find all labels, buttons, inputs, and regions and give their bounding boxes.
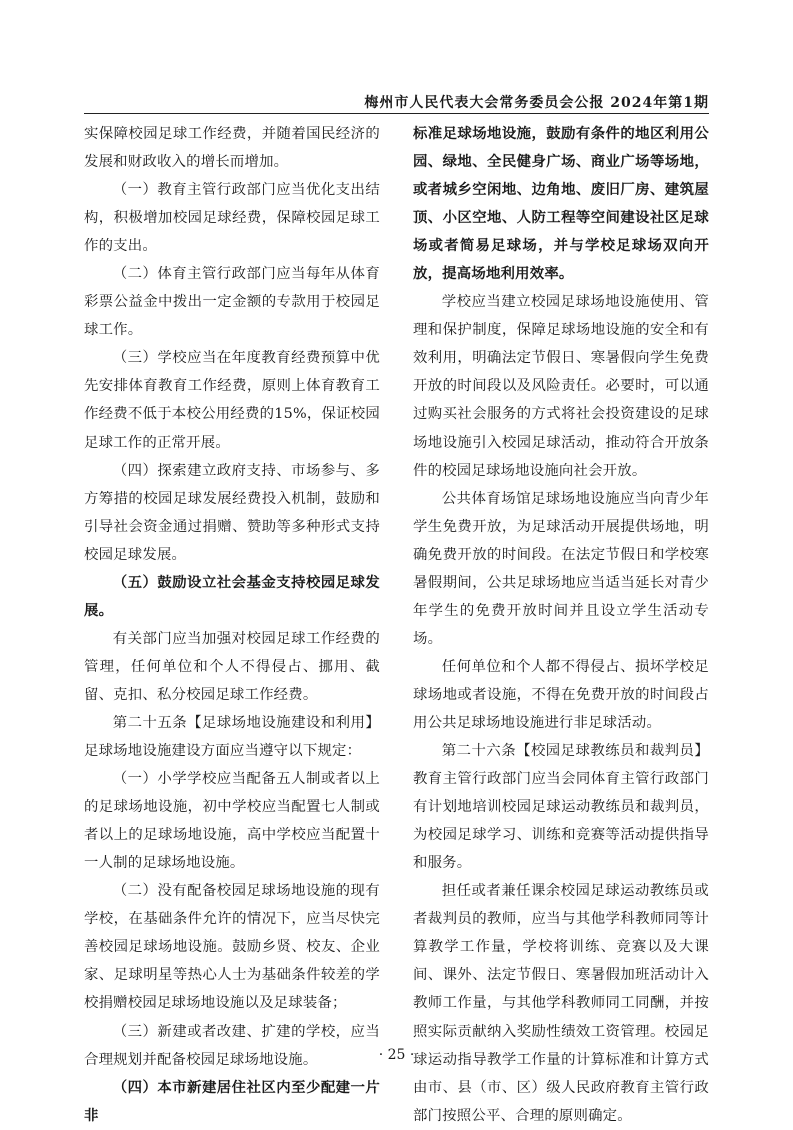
paragraph: 有关部门应当加强对校园足球工作经费的管理，任何单位和个人不得侵占、挪用、截留、克扣、私分校园足球工作经费。 xyxy=(84,630,380,703)
article-heading: 第二十五条【足球场地设施建设和利用】足球场地设施建设方面应当遵守以下规定： xyxy=(84,714,380,760)
bulletin-title: 梅州市人民代表大会常务委员会公报 2024年第1期 xyxy=(364,95,709,111)
paragraph: （二）没有配备校园足球场地设施的现有学校，在基础条件允许的情况下，应当尽快完善校园足球场地设施。鼓励乡贤、校友、企业家、足球明星等热心人士为基础条件较差的学校捐赠校园足球场地设施以及足球装备； xyxy=(84,883,380,1012)
right-column xyxy=(413,120,709,1130)
paragraph: （三）学校应当在年度教育经费预算中优先安排体育教育工作经费，原则上体育教育工作经费不低于本校公用经费的15%，保证校园足球工作的正常开展。 xyxy=(84,350,380,451)
paragraph: （四）探索建立政府支持、市场参与、多方筹措的校园足球发展经费投入机制，鼓励和引导社会资金通过捐赠、赞助等多种形式支持校园足球发展。 xyxy=(84,462,380,563)
paragraph: 标准足球场地设施，鼓励有条件的地区利用公园、绿地、全民健身广场、商业广场等场地，或者城乡空闲地、边角地、废旧厂房、建筑屋顶、小区空地、人防工程等空间建设社区足球场或者简易足球场，并与学校足球场双向开放，提高场地利用效率。 xyxy=(413,125,709,283)
paragraph: 实保障校园足球工作经费，并随着国民经济的发展和财政收入的增长而增加。 xyxy=(84,126,380,171)
paragraph: 学校应当建立校园足球场地设施使用、管理和保护制度，保障足球场地设施的安全和有效利用，明确法定节假日、寒暑假向学生免费开放的时间段以及风险责任。必要时，可以通过购买社会服务的方式将社会投资建设的足球场地设施引入校园足球活动，推动符合开放条件的校园足球场地设施向社会开放。 xyxy=(413,294,709,479)
paragraph: （四）本市新建居住社区内至少配建一片非 xyxy=(84,1078,380,1124)
article-heading: 第二十六条【校园足球教练员和裁判员】教育主管行政部门应当会同体育主管行政部门有计划地培训校园足球运动教练员和裁判员，为校园足球学习、训练和竞赛等活动提供指导和服务。 xyxy=(413,743,709,872)
paragraph: （五）鼓励设立社会基金支持校园足球发展。 xyxy=(84,573,380,619)
paragraph: （二）体育主管行政部门应当每年从体育彩票公益金中拨出一定金额的专款用于校园足球工作。 xyxy=(84,266,380,339)
paragraph: 担任或者兼任课余校园足球运动教练员或者裁判员的教师，应当与其他学科教师同等计算教学工作量，学校将训练、竞赛以及大课间、课外、法定节假日、寒暑假加班活动计入教师工作量，与其他学科教师同工同酬，并按照实际贡献纳入奖励性绩效工资管理。校园足球运动指导教学工作量的计算标准和计算方式由市、县（市、区）级人民政府教育主管行政部门按照公平、合理的原则确定。 xyxy=(413,883,709,1124)
paragraph: 任何单位和个人都不得侵占、损坏学校足球场地或者设施，不得在免费开放的时间段占用公共足球场地设施进行非足球活动。 xyxy=(413,658,709,731)
header-divider xyxy=(84,113,709,114)
paragraph: （三）新建或者改建、扩建的学校，应当合理规划并配备校园足球场地设施。 xyxy=(84,1023,380,1068)
paragraph: （一）教育主管行政部门应当优化支出结构，积极增加校园足球经费，保障校园足球工作的支出。 xyxy=(84,182,380,255)
paragraph: （一）小学学校应当配备五人制或者以上的足球场地设施，初中学校应当配置七人制或者以上的足球场地设施，高中学校应当配置十一人制的足球场地设施。 xyxy=(84,771,380,872)
page-number: · 25 · xyxy=(378,1047,415,1063)
paragraph: 公共体育场馆足球场地设施应当向青少年学生免费开放，为足球活动开展提供场地，明确免费开放的时间段。在法定节假日和学校寒暑假期间，公共足球场地应当适当延长对青少年学生的免费开放时间并且设立学生活动专场。 xyxy=(413,490,709,647)
left-column xyxy=(84,120,380,1130)
